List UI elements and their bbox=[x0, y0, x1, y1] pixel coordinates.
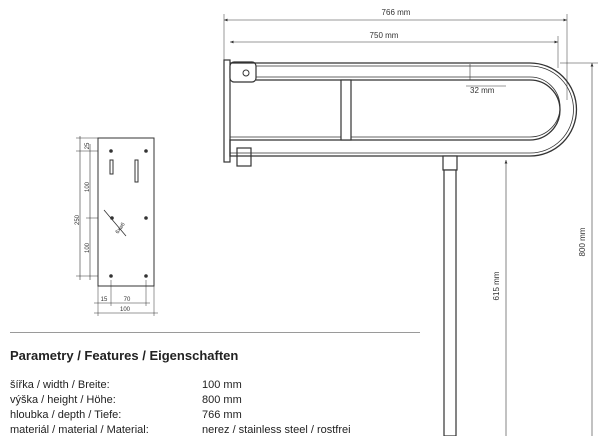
plate-holes bbox=[109, 149, 148, 278]
hinge-pin bbox=[243, 70, 249, 76]
plate-hole bbox=[144, 216, 148, 220]
bar-brace bbox=[341, 80, 351, 140]
plate-slot-left bbox=[110, 160, 113, 174]
hole-label: 6x⌀6 bbox=[114, 221, 127, 236]
wall-plate bbox=[224, 60, 230, 162]
parameter-label: šířka / width / Breite: bbox=[10, 379, 110, 391]
parameter-value: nerez / stainless steel / rostfrei bbox=[202, 424, 351, 436]
bottom-mount bbox=[237, 148, 251, 166]
parameter-value: 766 mm bbox=[202, 409, 242, 421]
grab-bar-view bbox=[224, 8, 598, 436]
parameter-label: hloubka / depth / Tiefe: bbox=[10, 409, 122, 421]
section-divider bbox=[10, 332, 420, 333]
parameters-title: Parametry / Features / Eigenschaften bbox=[10, 348, 239, 363]
parameter-label: výška / height / Höhe: bbox=[10, 394, 116, 406]
parameter-row bbox=[10, 408, 410, 423]
dim-depth-outer: 766 mm bbox=[381, 8, 411, 17]
plate-dim-top: 25 bbox=[85, 142, 91, 150]
plate-hole bbox=[109, 274, 113, 278]
parameter-row bbox=[10, 393, 410, 408]
mounting-plate bbox=[98, 138, 154, 286]
dim-total-height: 800 mm bbox=[578, 227, 587, 257]
parameter-label: materiál / material / Material: bbox=[10, 424, 149, 436]
plate-dim-height: 250 bbox=[75, 214, 81, 226]
plate-hole bbox=[109, 149, 113, 153]
parameters-list bbox=[10, 378, 410, 438]
plate-dim-mid: 70 bbox=[123, 297, 131, 303]
leg-hinge bbox=[443, 156, 457, 170]
plate-dim-width: 100 bbox=[119, 307, 131, 313]
plate-dim-left: 15 bbox=[100, 297, 108, 303]
parameter-value: 800 mm bbox=[202, 394, 242, 406]
support-leg bbox=[444, 170, 456, 436]
plate-dim-upper: 100 bbox=[85, 181, 91, 193]
mounting-plate-view bbox=[75, 136, 158, 316]
dim-leg-height: 615 mm bbox=[492, 271, 501, 301]
parameter-value: 100 mm bbox=[202, 379, 242, 391]
plate-hole bbox=[144, 274, 148, 278]
dim-tube-diameter: 32 mm bbox=[470, 86, 495, 95]
parameter-row bbox=[10, 378, 410, 393]
plate-dim-lower: 100 bbox=[85, 242, 91, 254]
dim-depth-inner: 750 mm bbox=[369, 31, 399, 40]
plate-slot-right bbox=[135, 160, 138, 182]
plate-hole bbox=[144, 149, 148, 153]
